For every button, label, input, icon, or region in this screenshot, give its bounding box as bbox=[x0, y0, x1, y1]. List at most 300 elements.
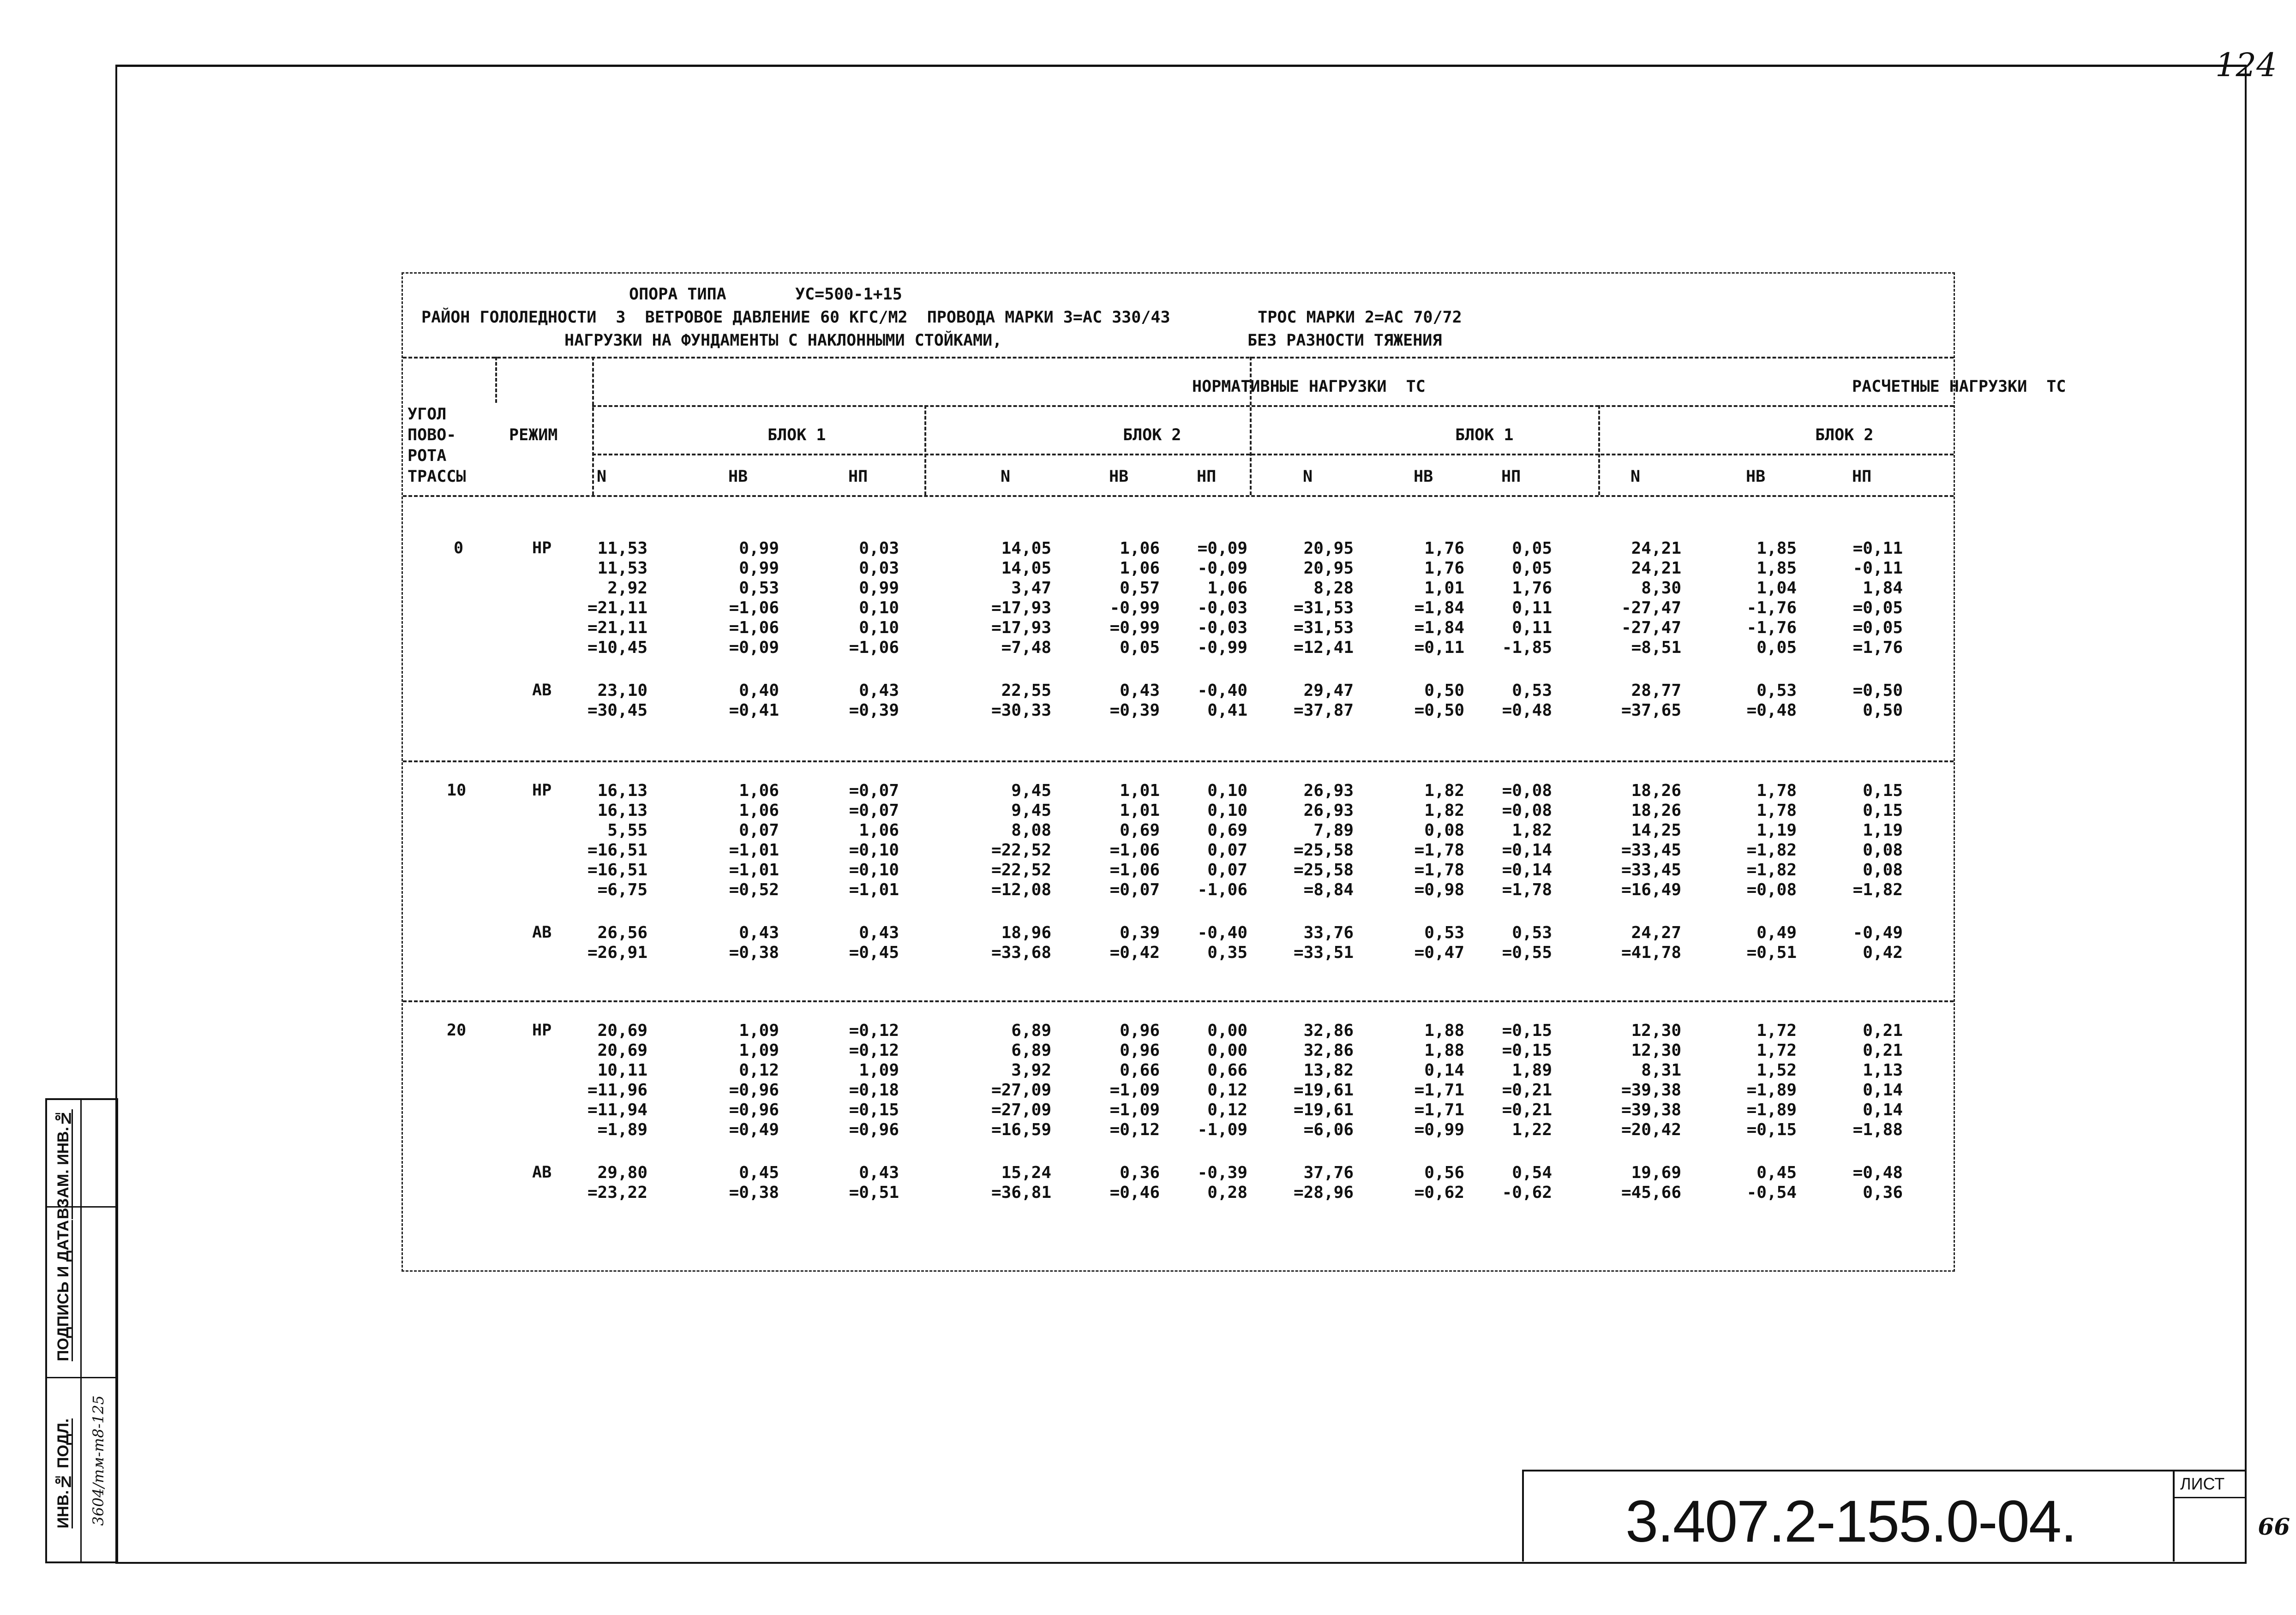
load-value-cell: 1,52 bbox=[1756, 1061, 1797, 1080]
load-value-cell: 1,76 bbox=[1424, 539, 1464, 558]
load-value-cell: 0,14 bbox=[1424, 1061, 1464, 1080]
support-type-label: ОПОРА ТИПА bbox=[629, 285, 726, 304]
load-value-cell: 1,82 bbox=[1424, 781, 1464, 800]
column-rule bbox=[1598, 405, 1600, 495]
load-value-cell: =45,66 bbox=[1621, 1183, 1681, 1202]
load-value-cell: =0,42 bbox=[1109, 943, 1160, 962]
load-value-cell: =23,22 bbox=[587, 1183, 647, 1202]
load-value-cell: 12,30 bbox=[1631, 1021, 1681, 1040]
subcolumn-header: N bbox=[597, 467, 607, 486]
subcolumn-header: НВ bbox=[1109, 467, 1129, 486]
side-stamp-divider bbox=[47, 1206, 116, 1208]
load-value-cell: 0,43 bbox=[739, 923, 779, 942]
normative-header: НОРМАТИВНЫЕ НАГРУЗКИ ТС bbox=[1192, 377, 1426, 396]
load-value-cell: =22,52 bbox=[991, 841, 1051, 860]
load-value-cell: 1,72 bbox=[1756, 1041, 1797, 1060]
load-value-cell: 8,30 bbox=[1641, 579, 1681, 598]
load-value-cell: 8,31 bbox=[1641, 1061, 1681, 1080]
load-value-cell: =1,88 bbox=[1852, 1120, 1903, 1139]
load-value-cell: =8,51 bbox=[1631, 638, 1681, 657]
load-value-cell: 0,08 bbox=[1863, 841, 1903, 860]
load-value-cell: 0,05 bbox=[1756, 638, 1797, 657]
load-value-cell: =0,48 bbox=[1746, 701, 1797, 720]
load-value-cell: =0,51 bbox=[1746, 943, 1797, 962]
load-value-cell: 0,03 bbox=[859, 539, 899, 558]
load-value-cell: =1,78 bbox=[1502, 880, 1552, 899]
load-value-cell: =31,53 bbox=[1293, 598, 1354, 617]
load-value-cell: 7,89 bbox=[1313, 821, 1354, 840]
subcolumn-header: НВ bbox=[1414, 467, 1433, 486]
load-value-cell: =0,96 bbox=[849, 1120, 899, 1139]
load-value-cell: =11,96 bbox=[587, 1081, 647, 1100]
load-value-cell: =19,61 bbox=[1293, 1101, 1354, 1119]
load-value-cell: 0,42 bbox=[1863, 943, 1903, 962]
load-value-cell: =0,51 bbox=[849, 1183, 899, 1202]
load-value-cell: -0,99 bbox=[1109, 598, 1160, 617]
load-value-cell: 0,41 bbox=[1207, 701, 1247, 720]
load-value-cell: =0,10 bbox=[849, 861, 899, 879]
load-value-cell: 9,45 bbox=[1011, 801, 1051, 820]
load-value-cell: =1,82 bbox=[1746, 841, 1797, 860]
load-value-cell: 0,12 bbox=[1207, 1101, 1247, 1119]
load-value-cell: 19,69 bbox=[1631, 1163, 1681, 1182]
norm-block2-header: БЛОК 2 bbox=[1123, 426, 1181, 444]
load-value-cell: =0,15 bbox=[1502, 1041, 1552, 1060]
load-value-cell: =1,06 bbox=[1109, 841, 1160, 860]
load-value-cell: =16,59 bbox=[991, 1120, 1051, 1139]
load-value-cell: =0,45 bbox=[849, 943, 899, 962]
load-value-cell: 32,86 bbox=[1303, 1021, 1354, 1040]
sheet-box bbox=[2173, 1470, 2290, 1561]
design-header: РАСЧЕТНЫЕ НАГРУЗКИ ТС bbox=[1852, 377, 2066, 396]
load-value-cell: =41,78 bbox=[1621, 943, 1681, 962]
load-value-cell: 1,04 bbox=[1756, 579, 1797, 598]
mode-value: АВ bbox=[532, 923, 552, 942]
load-value-cell: 12,30 bbox=[1631, 1041, 1681, 1060]
load-value-cell: =1,01 bbox=[849, 880, 899, 899]
load-value-cell: =30,45 bbox=[587, 701, 647, 720]
mode-value: АВ bbox=[532, 681, 552, 700]
load-value-cell: =1,89 bbox=[597, 1120, 647, 1139]
load-value-cell: 29,80 bbox=[597, 1163, 647, 1182]
load-value-cell: =0,12 bbox=[849, 1021, 899, 1040]
angle-value: 0 bbox=[454, 539, 464, 557]
load-value-cell: =7,48 bbox=[1001, 638, 1051, 657]
load-value-cell: 1,72 bbox=[1756, 1021, 1797, 1040]
load-value-cell: =0,99 bbox=[1414, 1120, 1464, 1139]
load-value-cell: 1,06 bbox=[1120, 539, 1160, 558]
load-value-cell: -0,11 bbox=[1852, 559, 1903, 578]
load-value-cell: 1,06 bbox=[739, 801, 779, 820]
side-stamp-replace-label: ВЗАМ. ИНВ.№ bbox=[54, 1109, 72, 1220]
load-value-cell: 8,08 bbox=[1011, 821, 1051, 840]
load-value-cell: =0,98 bbox=[1414, 880, 1464, 899]
load-value-cell: 1,06 bbox=[1120, 559, 1160, 578]
load-value-cell: 13,82 bbox=[1303, 1061, 1354, 1080]
load-value-cell: -0,40 bbox=[1197, 923, 1247, 942]
load-value-cell: 22,55 bbox=[1001, 681, 1051, 700]
load-value-cell: 0,21 bbox=[1863, 1021, 1903, 1040]
load-value-cell: =37,65 bbox=[1621, 701, 1681, 720]
load-value-cell: 0,10 bbox=[1207, 801, 1247, 820]
load-value-cell: =21,11 bbox=[587, 598, 647, 617]
load-value-cell: 1,09 bbox=[739, 1021, 779, 1040]
load-value-cell: =0,38 bbox=[729, 943, 779, 962]
load-value-cell: =25,58 bbox=[1293, 861, 1354, 879]
load-value-cell: =0,15 bbox=[1746, 1120, 1797, 1139]
conditions-line: РАЙОН ГОЛОЛЕДНОСТИ 3 ВЕТРОВОЕ ДАВЛЕНИЕ 60 КГС/М2 ПРОВОДА МАРКИ 3=АС 330/43 ТРОС МАРКИ 2=АС 70/72 bbox=[421, 308, 1462, 327]
load-value-cell: =26,91 bbox=[587, 943, 647, 962]
load-value-cell: =0,05 bbox=[1852, 618, 1903, 637]
load-value-cell: =1,06 bbox=[729, 598, 779, 617]
load-value-cell: 0,49 bbox=[1756, 923, 1797, 942]
document-code: 3.407.2-155.0-04. bbox=[1625, 1489, 2076, 1555]
load-value-cell: 0,43 bbox=[859, 681, 899, 700]
load-value-cell: 1,84 bbox=[1863, 579, 1903, 598]
load-value-cell: =0,11 bbox=[1852, 539, 1903, 558]
load-value-cell: 0,10 bbox=[1207, 781, 1247, 800]
load-value-cell: 1,82 bbox=[1424, 801, 1464, 820]
load-value-cell: =0,09 bbox=[1197, 539, 1247, 558]
page-number: 124 bbox=[2215, 46, 2277, 84]
load-value-cell: =27,09 bbox=[991, 1081, 1051, 1100]
load-value-cell: -1,09 bbox=[1197, 1120, 1247, 1139]
side-stamp-divider bbox=[47, 1377, 116, 1378]
design-block1-header: БЛОК 1 bbox=[1455, 426, 1514, 444]
load-value-cell: =31,53 bbox=[1293, 618, 1354, 637]
load-value-cell: 1,76 bbox=[1424, 559, 1464, 578]
header-rule bbox=[592, 454, 1954, 455]
load-value-cell: 1,01 bbox=[1424, 579, 1464, 598]
load-value-cell: =0,10 bbox=[849, 841, 899, 860]
load-value-cell: -0,54 bbox=[1746, 1183, 1797, 1202]
load-value-cell: =0,14 bbox=[1502, 841, 1552, 860]
load-value-cell: 1,09 bbox=[739, 1041, 779, 1060]
load-value-cell: 0,53 bbox=[1756, 681, 1797, 700]
load-value-cell: 0,35 bbox=[1207, 943, 1247, 962]
load-value-cell: =17,93 bbox=[991, 598, 1051, 617]
load-value-cell: -0,03 bbox=[1197, 598, 1247, 617]
load-value-cell: 1,13 bbox=[1863, 1061, 1903, 1080]
load-value-cell: =36,81 bbox=[991, 1183, 1051, 1202]
load-value-cell: 0,39 bbox=[1120, 923, 1160, 942]
load-value-cell: =0,55 bbox=[1502, 943, 1552, 962]
load-value-cell: =0,50 bbox=[1414, 701, 1464, 720]
load-value-cell: =33,45 bbox=[1621, 861, 1681, 879]
load-value-cell: =0,08 bbox=[1502, 801, 1552, 820]
load-value-cell: 0,05 bbox=[1512, 559, 1552, 578]
load-value-cell: -0,40 bbox=[1197, 681, 1247, 700]
load-value-cell: 1,01 bbox=[1120, 801, 1160, 820]
column-rule bbox=[1250, 357, 1252, 495]
load-value-cell: 0,66 bbox=[1120, 1061, 1160, 1080]
load-value-cell: 0,99 bbox=[739, 539, 779, 558]
support-type-value: УС=500-1+15 bbox=[795, 285, 902, 304]
load-value-cell: 18,26 bbox=[1631, 801, 1681, 820]
load-value-cell: 18,26 bbox=[1631, 781, 1681, 800]
subcolumn-header: N bbox=[1001, 467, 1011, 486]
side-stamp bbox=[45, 1098, 118, 1563]
header-rule bbox=[403, 495, 1954, 497]
header-rule bbox=[403, 357, 1954, 359]
load-value-cell: =0,07 bbox=[849, 781, 899, 800]
load-value-cell: 0,00 bbox=[1207, 1041, 1247, 1060]
table-caption: НАГРУЗКИ НА ФУНДАМЕНТЫ С НАКЛОННЫМИ СТОЙКАМИ, bbox=[564, 331, 1002, 350]
load-value-cell: 20,69 bbox=[597, 1041, 647, 1060]
load-value-cell: =0,15 bbox=[849, 1101, 899, 1119]
load-value-cell: =0,47 bbox=[1414, 943, 1464, 962]
load-value-cell: =1,06 bbox=[1109, 861, 1160, 879]
table-caption-right: БЕЗ РАЗНОСТИ ТЯЖЕНИЯ bbox=[1247, 331, 1442, 350]
load-value-cell: 3,92 bbox=[1011, 1061, 1051, 1080]
column-rule bbox=[924, 405, 926, 495]
load-value-cell: 0,56 bbox=[1424, 1163, 1464, 1182]
sheet-number: 66 bbox=[2258, 1513, 2290, 1540]
side-stamp-inv-label: ИНВ.№ ПОДЛ. bbox=[54, 1418, 72, 1529]
angle-header-1: УГОЛ bbox=[408, 405, 447, 424]
subcolumn-header: НВ bbox=[1746, 467, 1766, 486]
load-value-cell: =0,96 bbox=[729, 1101, 779, 1119]
load-value-cell: 1,89 bbox=[1512, 1061, 1552, 1080]
load-value-cell: 0,53 bbox=[1424, 923, 1464, 942]
load-value-cell: =16,51 bbox=[587, 841, 647, 860]
load-value-cell: 0,28 bbox=[1207, 1183, 1247, 1202]
load-value-cell: =0,18 bbox=[849, 1081, 899, 1100]
angle-value: 10 bbox=[447, 781, 467, 800]
load-value-cell: -1,76 bbox=[1746, 598, 1797, 617]
load-value-cell: 0,96 bbox=[1120, 1041, 1160, 1060]
load-value-cell: =1,06 bbox=[849, 638, 899, 657]
load-value-cell: 0,96 bbox=[1120, 1021, 1160, 1040]
load-value-cell: 0,45 bbox=[739, 1163, 779, 1182]
load-value-cell: 0,69 bbox=[1120, 821, 1160, 840]
load-value-cell: =1,89 bbox=[1746, 1081, 1797, 1100]
load-value-cell: 1,85 bbox=[1756, 559, 1797, 578]
load-value-cell: =11,94 bbox=[587, 1101, 647, 1119]
load-value-cell: 0,54 bbox=[1512, 1163, 1552, 1182]
load-value-cell: =0,07 bbox=[849, 801, 899, 820]
load-value-cell: 0,21 bbox=[1863, 1041, 1903, 1060]
load-value-cell: 0,43 bbox=[1120, 681, 1160, 700]
load-value-cell: 16,13 bbox=[597, 781, 647, 800]
load-value-cell: 0,08 bbox=[1863, 861, 1903, 879]
load-value-cell: 1,76 bbox=[1512, 579, 1552, 598]
load-value-cell: 1,19 bbox=[1756, 821, 1797, 840]
norm-block1-header: БЛОК 1 bbox=[767, 426, 826, 444]
load-value-cell: =39,38 bbox=[1621, 1101, 1681, 1119]
load-value-cell: 0,08 bbox=[1424, 821, 1464, 840]
load-value-cell: =28,96 bbox=[1293, 1183, 1354, 1202]
load-value-cell: 9,45 bbox=[1011, 781, 1051, 800]
group-separator bbox=[403, 760, 1954, 762]
header-rule bbox=[592, 405, 1954, 407]
load-value-cell: 8,28 bbox=[1313, 579, 1354, 598]
load-value-cell: =0,52 bbox=[729, 880, 779, 899]
load-value-cell: =20,42 bbox=[1621, 1120, 1681, 1139]
load-value-cell: 32,86 bbox=[1303, 1041, 1354, 1060]
load-value-cell: 0,36 bbox=[1120, 1163, 1160, 1182]
load-value-cell: 0,53 bbox=[1512, 681, 1552, 700]
load-value-cell: 1,19 bbox=[1863, 821, 1903, 840]
load-value-cell: =12,08 bbox=[991, 880, 1051, 899]
load-value-cell: =0,38 bbox=[729, 1183, 779, 1202]
load-value-cell: -0,09 bbox=[1197, 559, 1247, 578]
load-value-cell: 16,13 bbox=[597, 801, 647, 820]
load-value-cell: 0,11 bbox=[1512, 598, 1552, 617]
load-value-cell: =6,75 bbox=[597, 880, 647, 899]
mode-header: РЕЖИМ bbox=[509, 426, 558, 444]
load-value-cell: =0,99 bbox=[1109, 618, 1160, 637]
subcolumn-header: НП bbox=[848, 467, 868, 486]
mode-value: НР bbox=[532, 539, 552, 557]
load-value-cell: =0,11 bbox=[1414, 638, 1464, 657]
load-value-cell: 20,69 bbox=[597, 1021, 647, 1040]
load-value-cell: 20,95 bbox=[1303, 559, 1354, 578]
load-value-cell: 0,43 bbox=[859, 1163, 899, 1182]
load-value-cell: 6,89 bbox=[1011, 1041, 1051, 1060]
angle-header-2: ПОВО- bbox=[408, 426, 456, 444]
load-value-cell: 0,03 bbox=[859, 559, 899, 578]
load-value-cell: =12,41 bbox=[1293, 638, 1354, 657]
load-value-cell: =0,12 bbox=[1109, 1120, 1160, 1139]
load-value-cell: 1,06 bbox=[859, 821, 899, 840]
load-value-cell: 0,15 bbox=[1863, 781, 1903, 800]
load-value-cell: =1,09 bbox=[1109, 1081, 1160, 1100]
load-value-cell: =1,84 bbox=[1414, 618, 1464, 637]
load-value-cell: 0,36 bbox=[1863, 1183, 1903, 1202]
load-value-cell: =1,89 bbox=[1746, 1101, 1797, 1119]
load-value-cell: 26,56 bbox=[597, 923, 647, 942]
load-value-cell: 1,85 bbox=[1756, 539, 1797, 558]
load-value-cell: 24,27 bbox=[1631, 923, 1681, 942]
load-value-cell: 0,07 bbox=[739, 821, 779, 840]
load-value-cell: 20,95 bbox=[1303, 539, 1354, 558]
load-value-cell: 1,22 bbox=[1512, 1120, 1552, 1139]
sheet-label: ЛИСТ bbox=[2180, 1474, 2225, 1493]
load-value-cell: 10,11 bbox=[597, 1061, 647, 1080]
load-value-cell: =0,46 bbox=[1109, 1183, 1160, 1202]
side-stamp-signature-label: ПОДПИСЬ И ДАТА bbox=[54, 1220, 72, 1362]
load-value-cell: =0,15 bbox=[1502, 1021, 1552, 1040]
load-value-cell: 1,78 bbox=[1756, 781, 1797, 800]
mode-value: НР bbox=[532, 781, 552, 800]
load-value-cell: 14,25 bbox=[1631, 821, 1681, 840]
load-value-cell: =1,09 bbox=[1109, 1101, 1160, 1119]
load-value-cell: 0,66 bbox=[1207, 1061, 1247, 1080]
load-value-cell: -27,47 bbox=[1621, 618, 1681, 637]
load-value-cell: 14,05 bbox=[1001, 559, 1051, 578]
load-value-cell: 1,06 bbox=[1207, 579, 1247, 598]
load-value-cell: =1,06 bbox=[729, 618, 779, 637]
load-value-cell: =37,87 bbox=[1293, 701, 1354, 720]
load-value-cell: 0,69 bbox=[1207, 821, 1247, 840]
load-value-cell: =1,82 bbox=[1746, 861, 1797, 879]
load-value-cell: =0,41 bbox=[729, 701, 779, 720]
load-value-cell: 5,55 bbox=[607, 821, 647, 840]
load-value-cell: -27,47 bbox=[1621, 598, 1681, 617]
load-value-cell: 0,15 bbox=[1863, 801, 1903, 820]
subcolumn-header: НП bbox=[1197, 467, 1217, 486]
load-value-cell: -1,76 bbox=[1746, 618, 1797, 637]
subcolumn-header: НВ bbox=[728, 467, 748, 486]
load-value-cell: -0,62 bbox=[1502, 1183, 1552, 1202]
load-value-cell: 23,10 bbox=[597, 681, 647, 700]
load-value-cell: 0,43 bbox=[859, 923, 899, 942]
load-value-cell: 24,21 bbox=[1631, 539, 1681, 558]
load-value-cell: =0,07 bbox=[1109, 880, 1160, 899]
side-stamp-handwritten-number: 3604/тм-т8-125 bbox=[90, 1395, 107, 1526]
load-value-cell: =0,49 bbox=[729, 1120, 779, 1139]
load-value-cell: 0,99 bbox=[739, 559, 779, 578]
mode-value: НР bbox=[532, 1021, 552, 1040]
load-value-cell: =0,14 bbox=[1502, 861, 1552, 879]
load-value-cell: 18,96 bbox=[1001, 923, 1051, 942]
load-value-cell: =1,78 bbox=[1414, 841, 1464, 860]
load-value-cell: =33,68 bbox=[991, 943, 1051, 962]
load-value-cell: 24,21 bbox=[1631, 559, 1681, 578]
load-value-cell: =0,96 bbox=[729, 1081, 779, 1100]
load-value-cell: 0,05 bbox=[1512, 539, 1552, 558]
load-value-cell: 15,24 bbox=[1001, 1163, 1051, 1182]
load-value-cell: =0,21 bbox=[1502, 1101, 1552, 1119]
load-value-cell: =19,61 bbox=[1293, 1081, 1354, 1100]
load-value-cell: =0,62 bbox=[1414, 1183, 1464, 1202]
load-value-cell: =1,82 bbox=[1852, 880, 1903, 899]
angle-header-3: РОТА bbox=[408, 447, 447, 465]
load-value-cell: 0,99 bbox=[859, 579, 899, 598]
load-value-cell: 26,93 bbox=[1303, 801, 1354, 820]
load-value-cell: 0,07 bbox=[1207, 841, 1247, 860]
load-value-cell: 0,12 bbox=[739, 1061, 779, 1080]
load-value-cell: =0,08 bbox=[1502, 781, 1552, 800]
load-value-cell: -0,99 bbox=[1197, 638, 1247, 657]
load-value-cell: =0,50 bbox=[1852, 681, 1903, 700]
subcolumn-header: НП bbox=[1852, 467, 1872, 486]
load-value-cell: =1,76 bbox=[1852, 638, 1903, 657]
load-value-cell: 33,76 bbox=[1303, 923, 1354, 942]
load-value-cell: =0,48 bbox=[1852, 1163, 1903, 1182]
load-value-cell: 1,78 bbox=[1756, 801, 1797, 820]
load-value-cell: 0,53 bbox=[739, 579, 779, 598]
load-value-cell: =17,93 bbox=[991, 618, 1051, 637]
load-value-cell: =33,45 bbox=[1621, 841, 1681, 860]
load-value-cell: =0,09 bbox=[729, 638, 779, 657]
load-value-cell: 1,82 bbox=[1512, 821, 1552, 840]
load-value-cell: =1,78 bbox=[1414, 861, 1464, 879]
load-value-cell: =30,33 bbox=[991, 701, 1051, 720]
mode-value: АВ bbox=[532, 1163, 552, 1182]
load-value-cell: 0,50 bbox=[1424, 681, 1464, 700]
load-value-cell: =33,51 bbox=[1293, 943, 1354, 962]
load-value-cell: 0,40 bbox=[739, 681, 779, 700]
load-value-cell: 1,09 bbox=[859, 1061, 899, 1080]
load-value-cell: 11,53 bbox=[597, 539, 647, 558]
subcolumn-header: N bbox=[1631, 467, 1641, 486]
load-value-cell: =27,09 bbox=[991, 1101, 1051, 1119]
load-value-cell: =21,11 bbox=[587, 618, 647, 637]
load-value-cell: =0,12 bbox=[849, 1041, 899, 1060]
angle-header-4: ТРАССЫ bbox=[408, 467, 466, 486]
column-rule bbox=[592, 357, 594, 495]
load-value-cell: 0,14 bbox=[1863, 1081, 1903, 1100]
load-value-cell: -1,06 bbox=[1197, 880, 1247, 899]
load-value-cell: 0,53 bbox=[1512, 923, 1552, 942]
load-value-cell: 29,47 bbox=[1303, 681, 1354, 700]
load-value-cell: =25,58 bbox=[1293, 841, 1354, 860]
load-value-cell: =16,49 bbox=[1621, 880, 1681, 899]
load-value-cell: 3,47 bbox=[1011, 579, 1051, 598]
load-value-cell: =1,71 bbox=[1414, 1101, 1464, 1119]
